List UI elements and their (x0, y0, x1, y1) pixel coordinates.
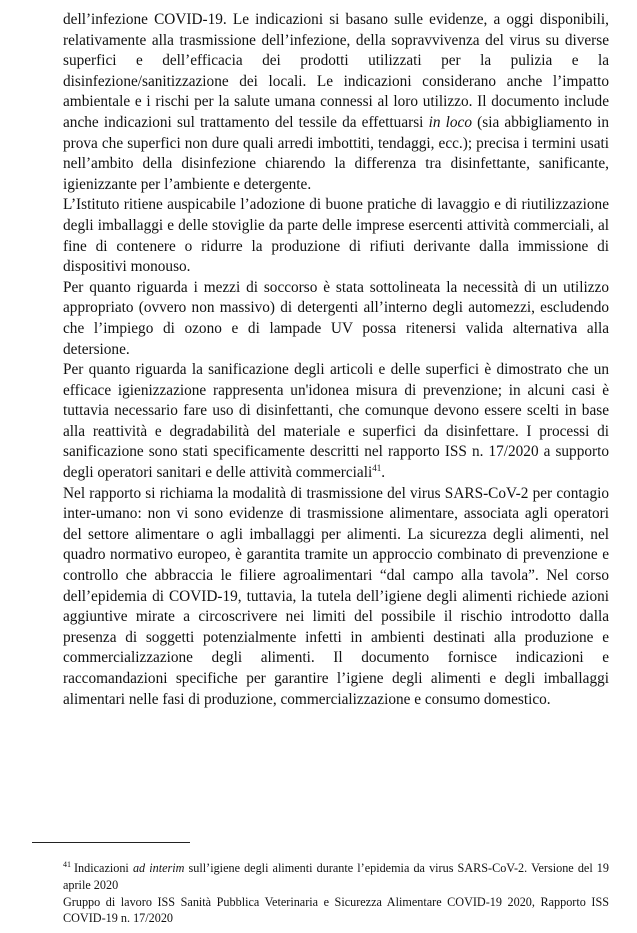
paragraph-food-safety: Nel rapporto si richiama la modalità di trasmissione del virus SARS-CoV-2 per contagio inter-umano: non vi sono evidenze di trasmissione alimentare, associata agli operatori del settore alimentare o agli imballaggi per alimenti. La sicurezza degli alimenti, nel quadro normativo europeo, è garantita tramite un approccio combinato di prevenzione e controllo che abbraccia le filiere agroalimentari “dal campo alla tavola”. Nel corso dell’epidemia di COVID-19, tuttavia, la tutela dell’igiene degli alimenti richiede azioni aggiuntive mirate a circoscrivere nei limiti del possibile il rischio introdotto dalla presenza di soggetti potenzialmente infetti in ambienti destinati alla produzione e commercializzazione degli alimenti. Il documento fornisce indicazioni e raccomandazioni specifiche per garantire l’igiene degli alimenti e degli imballaggi alimentari nelle fasi di produzione, commercializzazione e consumo domestico. (63, 484, 609, 708)
footnote-italic: ad interim (132, 861, 185, 875)
paragraph-ambulances: Per quanto riguarda i mezzi di soccorso è stata sottolineata la necessità di un utilizzo appropriato (ovvero non massivo) di detergenti all’interno degli automezzi, escludendo che l’impiego di ozono e di lampade UV possa ritenersi valida alternativa alla detersione. (63, 278, 609, 358)
footnote-reference[interactable]: 41 (372, 462, 382, 473)
paragraph-text: Per quanto riguarda la sanificazione degli articoli e delle superfici è dimostrato che un efficace igienizzazione rappresenta un'idonea misura di prevenzione; in alcuni casi è tuttavia necessario fare uso di disinfettanti, che comunque devono essere scelti in base alla reattività e degradabilità del materiale e superfici da disinfettare. I processi di sanificazione sono stati specificamente descritti nel rapporto ISS n. 17/2020 a supporto degli operatori sanitari e delle attività commerciali (63, 361, 609, 482)
footnote-text: sull’igiene degli alimenti durante l’epidemia da virus SARS-CoV-2. Versione del 19 aprile 2020 (63, 861, 609, 892)
paragraph-disinfection (63, 10, 609, 195)
paragraph-text: (sia abbigliamento in prova che superfici non dure quali arredi imbottiti, tendaggi, ecc.); precisa i termini usati nell’ambito della disinfezione chiarendo la differenza tra disinfettante, sanificante, igienizzante per l’ambiente e detergente. (63, 113, 609, 193)
footnote-number: 41 (63, 859, 71, 869)
footnote-text: Indicazioni (74, 861, 133, 875)
footnote-41 (63, 860, 609, 894)
italic-term: in loco (428, 113, 472, 131)
footnote-41-source: Gruppo di lavoro ISS Sanità Pubblica Veterinaria e Sicurezza Alimentare COVID-19 2020, Rapporto ISS COVID-19 n. 17/2020 (63, 894, 609, 926)
paragraph-sanitization (63, 360, 609, 484)
document-body (63, 10, 609, 710)
footnote-separator (32, 842, 190, 843)
paragraph-text: . (381, 464, 386, 482)
paragraph-text: dell’infezione COVID-19. Le indicazioni si basano sulle evidenze, a oggi disponibili, relativamente alla trasmissione dell’infezione, della sopravvivenza del virus su diverse superfici e dell’efficacia dei prodotti utilizzati per la pulizia e la disinfezione/sanitizzazione dei locali. Le indicazioni considerano anche l’impatto ambientale e i rischi per la salute umana connessi al loro utilizzo. Il documento include anche indicazioni sul trattamento del tessile da effettuarsi (63, 11, 609, 131)
footnotes (63, 860, 609, 927)
paragraph-packaging: L’Istituto ritiene auspicabile l’adozione di buone pratiche di lavaggio e di riutilizzazione degli imballaggi e delle stoviglie da parte delle imprese esercenti attività commerciali, al fine di contenere o ridurre la produzione di rifiuti derivante dalla immissione di dispositivi monouso. (63, 196, 609, 276)
